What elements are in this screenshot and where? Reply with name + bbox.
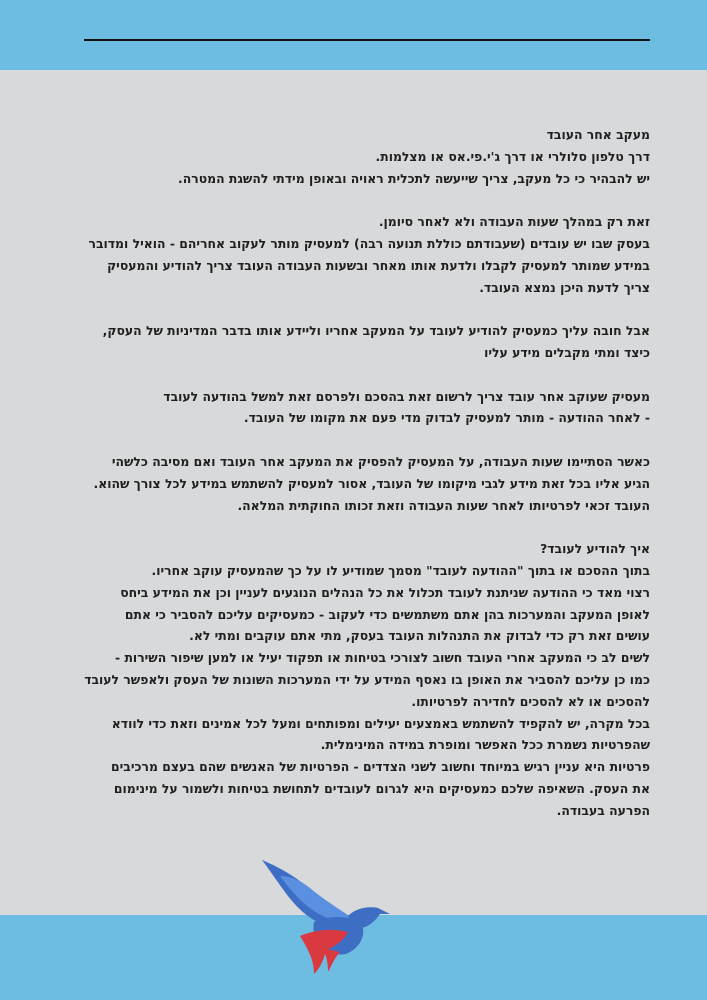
text-line: זאת רק במהלך שעות העבודה ולא לאחר סיומן. (378, 214, 650, 230)
text-line: הפרעה בעבודה. (556, 802, 650, 818)
text-line: מעקב אחר העובד (546, 127, 650, 142)
top-header-band (0, 0, 707, 70)
text-line: במידע שמותר למעסיק לקבלו ולדעת אותו מאחר ובשעות העבודה העובד צריך להודיע והמעסיק (107, 257, 650, 273)
text-line: העובד זכאי לפרטיותו לאחר שעות העבודה וזאת זכותו החוקתית המלאה. (237, 497, 650, 513)
text-line: בעסק שבו יש עובדים (שעבודתם כוללת תנועה רבה) למעסיק מותר לעקוב אחריהם - הואיל ומדובר (88, 235, 650, 251)
text-line: הגיע אליו בכל זאת מידע לגבי מיקומו של העובד, אסור למעסיק להשתמש במידע לכל צורך שהוא. (93, 475, 650, 491)
text-line: איך להודיע לעובד? (540, 541, 650, 557)
text-line: - לאחר ההודעה - מותר למעסיק לבדוק מדי פעם את מקומו של העובד. (243, 410, 650, 426)
text-line: לאופן המעקב והמערכות בהן אתם משתמשים כדי לעקוב - כמעסיקים עליכם להסביר כי אתם (124, 606, 650, 622)
text-line: להסכים או לא להסכים לחדירה לפרטיותו. (411, 693, 650, 709)
text-line: פרטיות היא עניין רגיש במיוחד וחשוב לשני הצדדים - הפרטיות של האנשים שהם בעצם מרכיבים (111, 759, 650, 775)
text-line: שהפרטיות נשמרת ככל האפשר ומופרת במידה המינימלית. (320, 737, 650, 753)
eagle-logo-icon (252, 856, 412, 976)
text-line: יש להבהיר כי כל מעקב, צריך שייעשה לתכלית ראויה ובאופן מידתי להשגת המטרה. (178, 170, 650, 186)
text-line: דרך טלפון סלולרי או דרך ג'י.פי.אס או מצלמות. (375, 148, 650, 164)
text-line: צריך לדעת היכן נמצא העובד. (479, 279, 650, 295)
paragraph (40, 538, 650, 821)
paragraph (40, 211, 650, 298)
text-line: לשים לב כי המעקב אחרי העובד חשוב לצורכי בטיחות או תפקוד יעיל או למען שיפור השירות - (115, 650, 650, 666)
text-line: בכל מקרה, יש להקפיד להשתמש באמצעים יעילים ומפותחים ומעל לכל אמינים וזאת כדי לוודא (111, 715, 650, 731)
text-line: עושים זאת רק כדי לבדוק את התנהלות העובד בעסק, מתי אתם עוקבים ומתי לא. (189, 628, 650, 644)
text-line: רצוי מאד כי ההודעה שניתנת לעובד תכלול את כל הנהלים הנוגעים לעניין וכן את המידע ביחס (120, 584, 650, 600)
header-divider (84, 39, 650, 41)
paragraph (40, 386, 650, 430)
text-line: כמו כן עליכם להסביר את האופן בו נאסף המידע על ידי המערכות השונות של העסק ולאפשר לעובד (84, 671, 650, 687)
text-line: כיצד ומתי מקבלים מידע עליו (484, 344, 650, 360)
text-line: כאשר הסתיימו שעות העבודה, על המעסיק להפסיק את המעקב אחר העובד ואם מסיבה כלשהי (111, 453, 650, 469)
paragraph (40, 451, 650, 516)
paragraph (40, 320, 650, 364)
text-line: אבל חובה עליך כמעסיק להודיע לעובד על המעקב אחריו וליידע אותו בדבר המדיניות של העסק, (102, 323, 650, 339)
paragraph (40, 124, 650, 189)
text-line: מעסיק שעוקב אחר עובד צריך לרשום זאת בהסכם ולפרסם זאת למשל בהודעה לעובד (163, 388, 650, 404)
document-body (40, 124, 650, 822)
text-line: בתוך ההסכם או בתוך "ההודעה לעובד" מסמך שמודיע לו על כך שהמעסיק עוקב אחריו. (151, 562, 650, 578)
text-line: את העסק. השאיפה שלכם כמעסיקים היא לגרום לעובדים לתחושת בטיחות ולשמור על מינימום (113, 780, 650, 796)
